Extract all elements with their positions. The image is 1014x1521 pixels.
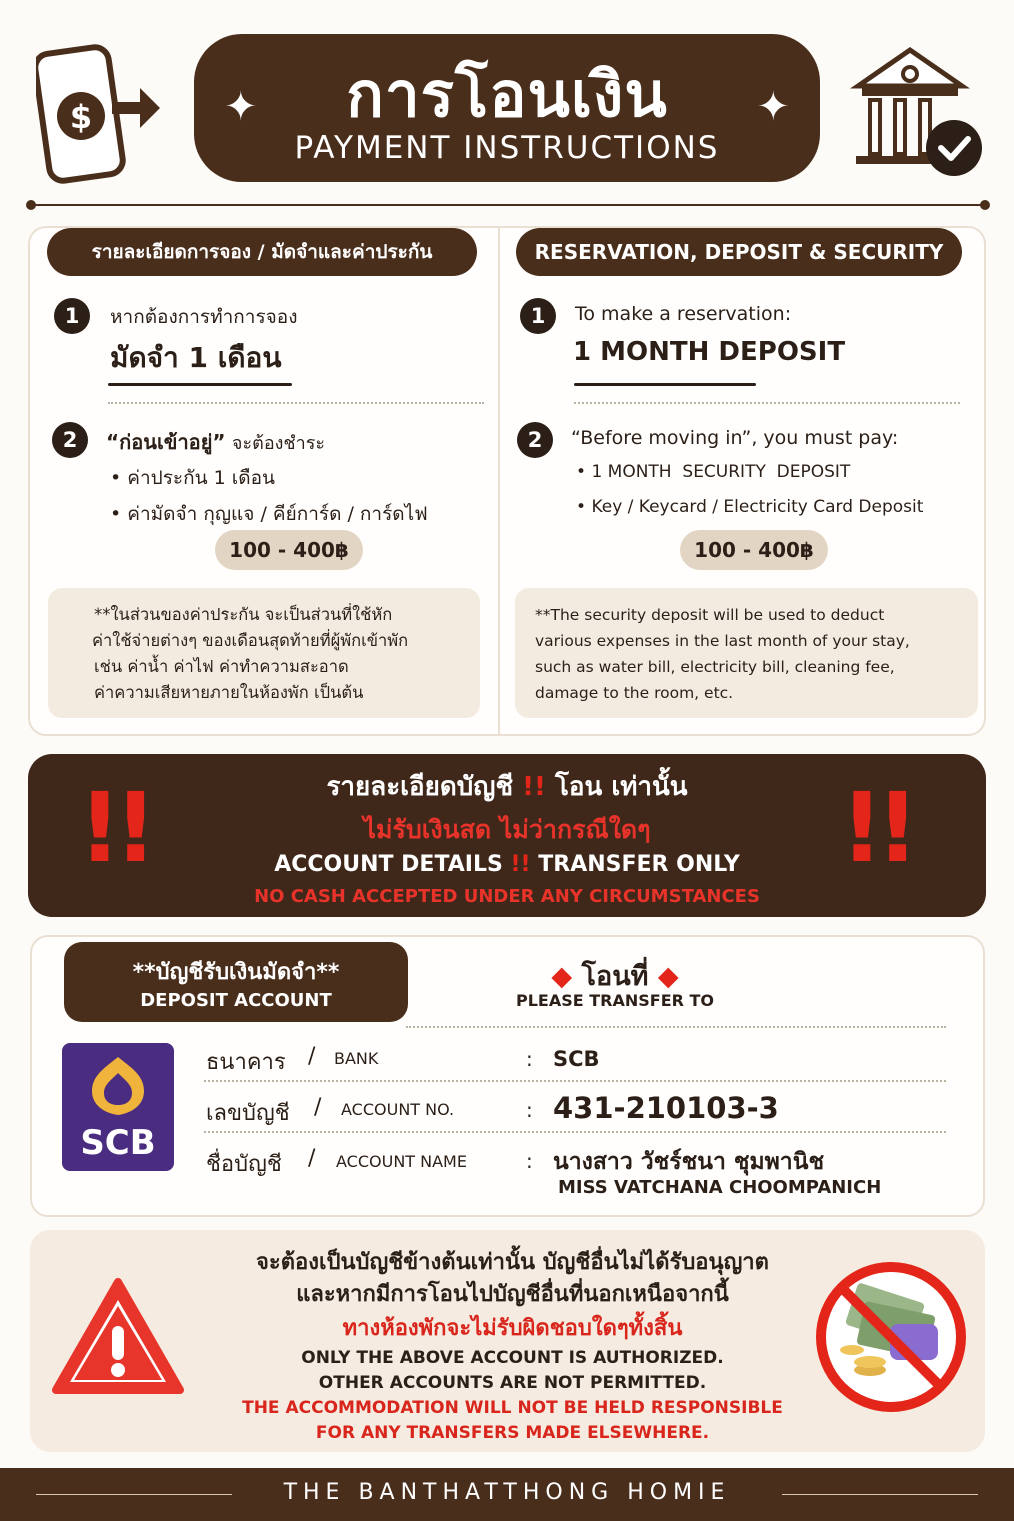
diamond-icon: ◆ <box>657 961 679 992</box>
note-line: ค่าความเสียหายภายในห้องพัก เป็นต้น <box>94 683 364 702</box>
account-name-value-th: นางสาว วัชร์ชนา ชุมพานิช <box>553 1149 825 1175</box>
scb-logo-text: SCB <box>80 1123 156 1163</box>
account-no-label-th: เลขบัญชี <box>206 1101 290 1126</box>
diamond-icon: ◆ <box>551 961 573 992</box>
step-number: 1 <box>520 298 556 334</box>
colon: : <box>526 1098 533 1122</box>
note-line: **The security deposit will be used to deduct <box>535 606 885 624</box>
transfer-to-en: PLEASE TRANSFER TO <box>515 991 715 1010</box>
warning-en-2: OTHER ACCOUNTS ARE NOT PERMITTED. <box>318 1373 707 1393</box>
footer <box>0 1468 1014 1521</box>
thai-step2-rest: จะต้องชำระ <box>231 433 326 454</box>
note-line: damage to the room, etc. <box>535 684 734 702</box>
bank-value: SCB <box>553 1047 600 1071</box>
separator: / <box>314 1095 322 1120</box>
deposit-account-heading <box>64 942 408 1022</box>
phone-dollar-icon <box>36 44 166 184</box>
account-name-label-th: ชื่อบัญชี <box>206 1152 282 1177</box>
english-section-heading: RESERVATION, DEPOSIT & SECURITY <box>516 228 962 276</box>
alert-icon: !! <box>510 852 531 877</box>
divider-dot <box>980 200 990 210</box>
warning-th-3: ทางห้องพักจะไม่รับผิดชอบใดๆทั้งสิ้น <box>342 1316 683 1341</box>
dotted-divider <box>108 402 484 404</box>
warning-en-4: FOR ANY TRANSFERS MADE ELSEWHERE. <box>315 1423 710 1443</box>
alert-icon: !! <box>840 772 912 884</box>
separator: / <box>308 1044 316 1069</box>
banner-line-4: NO CASH ACCEPTED UNDER ANY CIRCUMSTANCES <box>254 886 760 907</box>
price-pill: 100 - 400฿ <box>680 530 828 570</box>
note-line: เช่น ค่าน้ำ ค่าไฟ ค่าทำความสะอาด <box>94 657 349 676</box>
dotted-divider <box>204 1131 946 1133</box>
note-line: various expenses in the last month of your stay, <box>535 632 910 650</box>
sparkle-icon: ✦ <box>224 84 258 130</box>
footer-line <box>36 1494 232 1495</box>
svg-text:$: $ <box>69 98 93 136</box>
dotted-divider <box>406 1026 946 1028</box>
note-line: **ในส่วนของค่าประกัน จะเป็นส่วนที่ใช้หัก <box>94 605 393 624</box>
english-note-box <box>515 588 978 718</box>
scb-emblem-icon <box>84 1053 152 1119</box>
note-line: such as water bill, electricity bill, cleaning fee, <box>535 658 895 676</box>
alert-icon: !! <box>78 772 150 884</box>
price-pill: 100 - 400฿ <box>215 530 363 570</box>
no-cash-icon <box>812 1258 970 1416</box>
underline-swoosh <box>574 383 756 386</box>
account-name-label-en: ACCOUNT NAME <box>336 1152 467 1171</box>
english-bullet-2: Key / Keycard / Electricity Card Deposit <box>591 497 924 517</box>
colon: : <box>526 1047 533 1071</box>
warning-triangle-icon <box>50 1276 186 1398</box>
bank-check-icon <box>850 44 986 180</box>
deposit-account-heading-en: DEPOSIT ACCOUNT <box>140 990 332 1011</box>
bank-label-en: BANK <box>334 1049 379 1068</box>
note-line: ค่าใช้จ่ายต่างๆ ของเดือนสุดท้ายที่ผู้พักเข้าพัก <box>92 631 409 650</box>
bank-label-th: ธนาคาร <box>206 1050 286 1075</box>
step-number: 2 <box>52 422 88 458</box>
thai-step1-label: หากต้องการทำการจอง <box>110 306 298 328</box>
banner-line-1 <box>28 766 986 807</box>
list-item: • Key / Keycard / Electricity Card Deposit <box>576 497 924 517</box>
english-bullet-1: 1 MONTH SECURITY DEPOSIT <box>591 462 851 482</box>
transfer-to-th: โอนที่ <box>581 961 649 992</box>
dotted-divider <box>204 1080 946 1082</box>
thai-note-box <box>48 588 480 718</box>
deposit-account-heading-th: **บัญชีรับเงินมัดจำ** <box>132 960 340 985</box>
banner-line-1b: โอน เท่านั้น <box>554 772 688 802</box>
colon: : <box>526 1149 533 1173</box>
thai-section-heading: รายละเอียดการจอง / มัดจำและค่าประกัน <box>47 228 477 276</box>
scb-logo <box>62 1043 174 1171</box>
banner-line-2: ไม่รับเงินสด ไม่ว่ากรณีใดๆ <box>363 815 651 844</box>
list-item: • ค่าประกัน 1 เดือน <box>110 467 275 489</box>
account-no-label-en: ACCOUNT NO. <box>341 1100 455 1119</box>
account-number-value: 431-210103-3 <box>553 1091 779 1125</box>
thai-step2-label <box>106 426 325 458</box>
thai-bullet-1: ค่าประกัน 1 เดือน <box>127 467 275 489</box>
thai-step2-quote: “ก่อนเข้าอยู่” <box>106 430 226 454</box>
header-divider <box>30 204 986 206</box>
footer-line <box>782 1494 978 1495</box>
english-step2-label: “Before moving in”, you must pay: <box>571 427 899 449</box>
transfer-only-banner <box>28 754 986 917</box>
separator: / <box>308 1146 316 1171</box>
step-number: 2 <box>517 422 553 458</box>
underline-swoosh <box>108 383 292 386</box>
warning-en-3: THE ACCOMMODATION WILL NOT BE HELD RESPONSIBLE <box>242 1398 783 1418</box>
list-item: • 1 MONTH SECURITY DEPOSIT <box>576 462 851 482</box>
step-number: 1 <box>54 298 90 334</box>
sparkle-icon: ✦ <box>756 84 790 130</box>
account-name-value-en: MISS VATCHANA CHOOMPANICH <box>558 1177 882 1198</box>
thai-bullet-2: ค่ามัดจำ กุญแจ / คีย์การ์ด / การ์ดไฟ <box>127 503 428 525</box>
page-title-th: การโอนเงิน <box>346 58 668 131</box>
banner-line-3 <box>28 852 986 877</box>
banner-line-3b: TRANSFER ONLY <box>538 852 740 877</box>
warning-en-1: ONLY THE ABOVE ACCOUNT IS AUTHORIZED. <box>301 1348 724 1368</box>
page-title-en: PAYMENT INSTRUCTIONS <box>294 130 720 166</box>
warning-th-1: จะต้องเป็นบัญชีข้างต้นเท่านั้น บัญชีอื่นไม่ได้รับอนุญาต <box>256 1250 769 1275</box>
thai-step1-value: มัดจำ 1 เดือน <box>110 341 282 374</box>
banner-line-1a: รายละเอียดบัญชี <box>326 772 514 802</box>
list-item: • ค่ามัดจำ กุญแจ / คีย์การ์ด / การ์ดไฟ <box>110 503 428 525</box>
english-step1-value: 1 MONTH DEPOSIT <box>573 337 846 367</box>
banner-line-3a: ACCOUNT DETAILS <box>274 852 503 877</box>
alert-icon: !! <box>522 772 546 802</box>
warning-th-2: และหากมีการโอนไปบัญชีอื่นที่นอกเหนือจากนี้ <box>296 1282 729 1307</box>
divider-dot <box>26 200 36 210</box>
footer-brand: THE BANTHATTHONG HOMIE <box>283 1480 731 1505</box>
dotted-divider <box>574 402 960 404</box>
english-step1-label: To make a reservation: <box>575 303 792 325</box>
title-banner <box>194 34 820 182</box>
